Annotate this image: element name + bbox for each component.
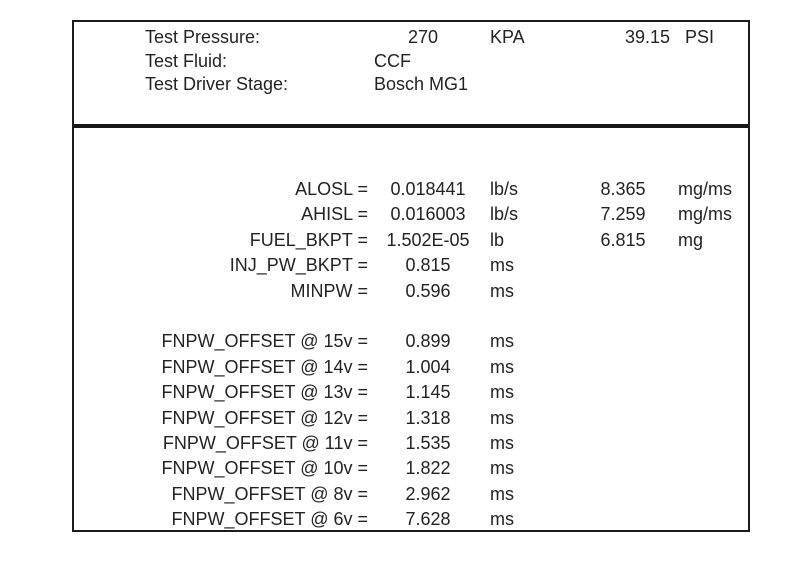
test-fluid-label: Test Fluid:: [145, 50, 228, 71]
param-unit: ms: [490, 407, 514, 428]
metric-value: 7.259: [600, 204, 646, 225]
header-row-test-pressure: [74, 26, 748, 50]
param-unit: lb/s: [490, 204, 519, 225]
header-row-test-driver-stage: [74, 73, 748, 97]
metric-unit: mg/ms: [678, 179, 732, 199]
param-unit: ms: [490, 458, 514, 479]
data-row-fuel-bkpt: [74, 228, 748, 253]
param-label: FNPW_OFFSET @ 14v =: [161, 356, 368, 377]
metric-unit: mg: [678, 229, 704, 250]
header-row-test-fluid: [74, 50, 748, 74]
parameters-section: [74, 177, 748, 532]
param-label: ALOSL =: [295, 179, 368, 199]
section-divider: [74, 124, 748, 128]
param-value: 1.318: [405, 407, 451, 428]
param-unit: ms: [490, 432, 514, 453]
data-row-fnpw-offset-12v: [74, 406, 748, 431]
param-value: 0.899: [405, 331, 451, 352]
data-row-fnpw-offset-15v: [74, 329, 748, 354]
param-label: MINPW =: [290, 280, 368, 301]
param-unit: lb/s: [490, 179, 519, 199]
param-unit: lb: [490, 229, 505, 250]
param-value: 0.016003: [390, 204, 466, 225]
param-unit: ms: [490, 356, 514, 377]
test-pressure-value-psi: 39.15: [625, 27, 671, 47]
param-unit: ms: [490, 280, 514, 301]
test-pressure-unit-kpa: KPA: [490, 27, 525, 47]
param-label: FNPW_OFFSET @ 15v =: [161, 331, 368, 352]
test-driver-stage-label: Test Driver Stage:: [145, 74, 289, 94]
param-value: 1.145: [405, 382, 451, 403]
data-row-minpw: [74, 279, 748, 304]
data-row-fnpw-offset-13v: [74, 380, 748, 405]
spacer-row: [74, 304, 748, 329]
param-label: INJ_PW_BKPT =: [229, 255, 368, 276]
test-pressure-unit-psi: PSI: [685, 27, 715, 47]
data-row-alosl: [74, 177, 748, 202]
data-row-fnpw-offset-10v: [74, 456, 748, 481]
test-driver-stage-value: Bosch MG1: [374, 74, 469, 94]
metric-value: 6.815: [600, 229, 646, 250]
param-unit: ms: [490, 331, 514, 352]
param-value: 1.004: [405, 356, 451, 377]
param-label: FNPW_OFFSET @ 12v =: [161, 407, 368, 428]
param-value: 0.815: [405, 255, 451, 276]
param-value: 1.822: [405, 458, 451, 479]
data-row-inj-pw-bkpt: [74, 253, 748, 278]
test-pressure-label: Test Pressure:: [145, 27, 261, 47]
data-row-fnpw-offset-8v: [74, 482, 748, 507]
param-label: FNPW_OFFSET @ 11v =: [162, 432, 368, 453]
param-value: 7.628: [405, 509, 451, 530]
test-fluid-value: CCF: [374, 50, 411, 71]
param-label: AHISL =: [301, 204, 368, 225]
param-unit: ms: [490, 382, 514, 403]
data-row-fnpw-offset-6v: [74, 507, 748, 532]
param-label: FNPW_OFFSET @ 8v =: [171, 483, 368, 504]
param-label: FNPW_OFFSET @ 10v =: [161, 458, 368, 479]
param-value: 0.018441: [390, 179, 466, 199]
metric-value: 8.365: [600, 179, 646, 199]
param-label: FNPW_OFFSET @ 13v =: [161, 382, 368, 403]
metric-unit: mg/ms: [678, 204, 732, 225]
param-unit: ms: [490, 255, 514, 276]
data-row-fnpw-offset-11v: [74, 431, 748, 456]
test-conditions-section: [74, 26, 748, 97]
data-row-ahisl: [74, 202, 748, 227]
test-pressure-value-kpa: 270: [407, 27, 439, 47]
param-label: FNPW_OFFSET @ 6v =: [171, 509, 368, 530]
param-value: 1.535: [405, 432, 451, 453]
data-row-fnpw-offset-14v: [74, 355, 748, 380]
param-unit: ms: [490, 509, 514, 530]
test-report-box: [72, 20, 750, 532]
param-value: 2.962: [405, 483, 451, 504]
param-unit: ms: [490, 483, 514, 504]
param-value: 1.502E-05: [386, 229, 470, 250]
param-value: 0.596: [405, 280, 451, 301]
param-label: FUEL_BKPT =: [249, 229, 368, 250]
